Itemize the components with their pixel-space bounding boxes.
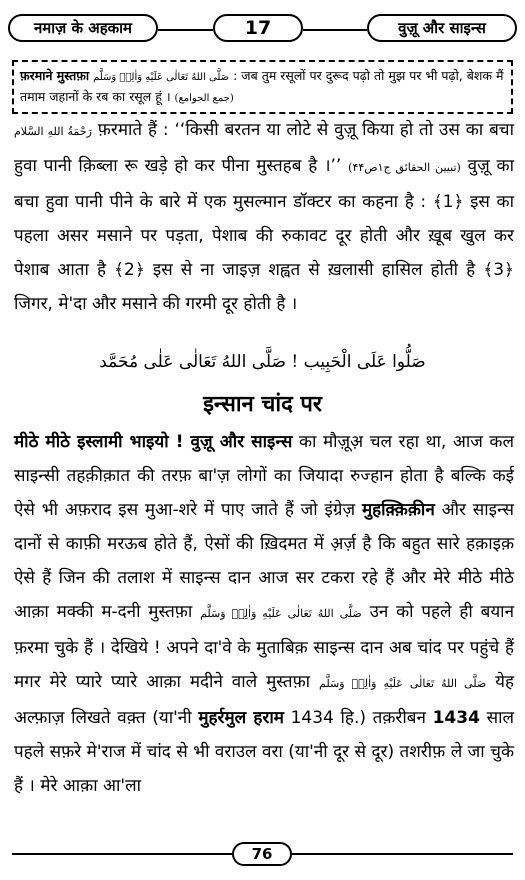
hadith-text: : जब तुम रसूलों पर दुरूद पढ़ो तो मुझ पर भी पढ़ो, बेशक मैं तमाम जहानों के रब का रसूल हूं ।	[20, 68, 504, 104]
hadith-source: (جمع الجوامع)	[174, 93, 234, 104]
paragraph-2	[14, 425, 514, 803]
book-title: नमाज़ के अहकाम	[8, 14, 158, 42]
page-number: 76	[232, 842, 292, 866]
hadith-box	[12, 60, 513, 114]
paragraph-1	[14, 113, 514, 321]
hadith-salutation: صَلَّى اللهُ تَعَالٰى عَلَيْهِ وَاٰلِهٖ وَسَلَّم	[93, 72, 230, 83]
para2-text-c: उन को पहले ही बयान फ़रमा चुके हैं । देखिये ! अपने दा'वे के मुताबिक़ साइन्स दान अब चांद पर पहुंचे हैं मगर मेरे प्यारे प्यारे आक़ा मदीने वाले मुस्तफ़ा	[14, 602, 515, 692]
arabic-prefix: رَحْمَةُ اللهِ السَّلام	[14, 125, 92, 138]
section-heading: इन्सान चांद पर	[203, 392, 322, 417]
para2-bold-month: मुहर्रमुल हराम	[198, 708, 284, 728]
header-rule-left	[158, 29, 213, 31]
para2-salutation-2: صَلَّى اللهُ تَعَالٰى عَلَيْهِ وَاٰلِهٖ وَسَلَّم	[319, 677, 487, 690]
para2-text-a: का मौज़ूअ़ चल रहा था, आज कल साइन्सी तहक़ीक़ात की तरफ़ बा'ज़ लोगों का जियादा रुज्हान होता है बल्कि कई ऐसे भी अफ़राद इस मुआ-शरे में पाए जाते हैं जो इंग्रेज़	[14, 432, 515, 520]
para2-salutation-1: صَلَّى اللهُ تَعَالٰى عَلَيْهِ وَاٰلِهٖ وَسَلَّم	[200, 607, 362, 620]
para2-text-b: और साइन्स दानों से काफ़ी मरऊब होते हैं, ऐसों की ख़िदमत में अ़र्ज़ है कि बहुत सारे हक़ाइक़ ऐसे हैं जिन की तलाश में साइन्स दान आज सर टकरा रहे हैं और मेरे मीठे मीठे आक़ा मक्की म-दनी मुस्तफ़ा	[14, 500, 514, 622]
footer-rule-right	[292, 853, 513, 855]
para2-text-d: येह अल्फ़ाज़ लिखते वक़्त (या'नी	[14, 672, 515, 728]
source-citation: (تبیین الحقائق ج۱ص۴۴)	[348, 161, 461, 174]
para2-intro: मीठे मीठे इस्लामी भाइयो ! वुज़ू और साइन्स	[14, 432, 293, 452]
para2-bold-word: मुहक़्क़िक़ीन	[361, 500, 435, 520]
footer-rule-left	[12, 853, 232, 855]
para2-text-e: 1434 हि.) तक़रीबन	[290, 708, 426, 728]
page-header	[8, 10, 517, 48]
para2-text-f: साल पहले सफ़रे मे'राज में चांद से भी वराउल वरा (या'नी दूर से दूर) तशरीफ़ ले जा चुके हैं । मेरे आक़ा आ'ला	[14, 708, 515, 796]
hadith-label: फ़रमाने मुस्तफ़ा	[20, 68, 90, 83]
para2-bold-year: 1434	[432, 708, 480, 728]
chapter-page-badge: 17	[213, 14, 303, 42]
salawat-line: صَلُّوا عَلَى الْحَبِيب ! صَلَّى اللهُ تَعَالٰى عَلٰى مُحَمَّد	[99, 352, 426, 372]
chapter-title: वुज़ू और साइन्स	[367, 14, 517, 42]
header-rule-right	[303, 29, 367, 31]
para1-line1: फ़रमाते हैं : ‘‘किसी बरतन या लोटे से वुज़ू किया हो तो उस का बचा हुवा पानी क़िब्ला रू खड़े हो कर पीना मुस्तहब है ।’’	[14, 120, 514, 176]
para1-line2: वुज़ू का बचा हुवा पानी पीने के बारे में एक मुसल्मान डॉक्टर का कहना है : ﴾1﴿ इस का पहला असर मसाने पर पड़ता, पेशाब की रुकावट दूर होती और ख़ूब खुल कर पेशाब आता है ﴾2﴿ इस से ना जाइज़ शह्वत से ख़लासी हासिल होती है ﴾3﴿ जिगर, मे'दा और मसाने की गरमी दूर होती है ।	[14, 156, 514, 314]
